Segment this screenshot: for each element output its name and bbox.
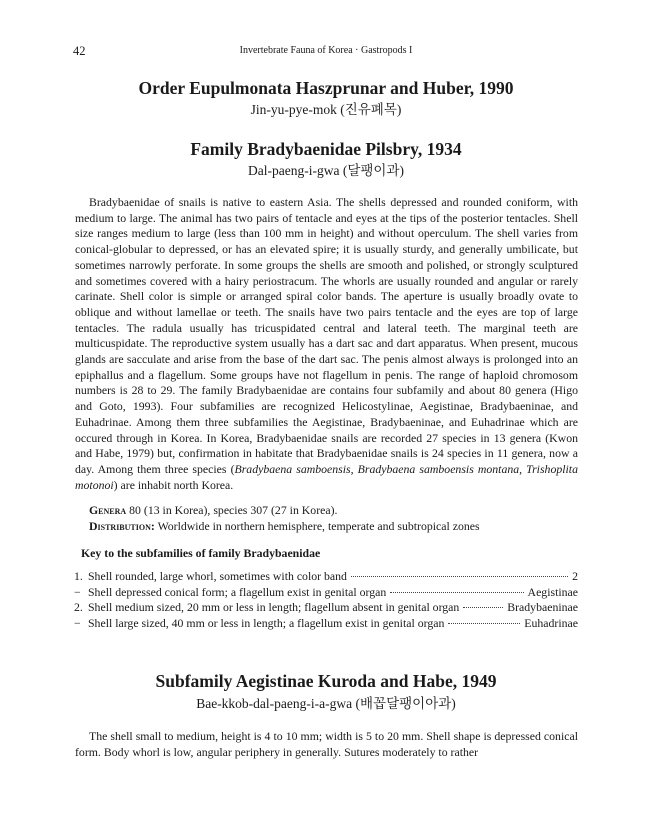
key-row-result: Aegistinae [527, 584, 578, 599]
family-description-end: ) are inhabit north Korea. [113, 477, 234, 492]
key-title: Key to the subfamilies of family Bradybaenidae [81, 546, 321, 560]
order-korean-name: Jin-yu-pye-mok (진유폐목) [250, 102, 402, 117]
dot-leader [390, 592, 523, 593]
genera-line [75, 503, 578, 519]
key-row: 1. Shell rounded, large whorl, sometimes with color band 2 [74, 569, 578, 583]
dot-leader [448, 623, 520, 624]
key-table [74, 569, 578, 632]
family-description [75, 195, 578, 493]
distribution-line [75, 519, 578, 535]
distribution-value: Worldwide in northern hemisphere, temperate and subtropical zones [157, 519, 480, 533]
subfamily-description: The shell small to medium, height is 4 to 10 mm; width is 5 to 20 mm. Shell shape is depressed conical form. Body whorl is low, angular periphery in generally. Sutures moderately to rather [75, 729, 578, 759]
dot-leader [351, 576, 568, 577]
key-row-text: Shell depressed conical form; a flagellum exist in genital organ [88, 584, 387, 599]
distribution-label: Distribution: [89, 519, 155, 533]
subfamily-korean-name: Bae-kkob-dal-paeng-i-a-gwa (배꼽달팽이아과) [196, 696, 456, 711]
key-row-text: Shell rounded, large whorl, sometimes with color band [88, 569, 347, 583]
order-title: Order Eupulmonata Haszprunar and Huber, 1990 [138, 78, 514, 98]
genera-label: Genera [89, 503, 127, 517]
family-title: Family Bradybaenidae Pilsbry, 1934 [190, 139, 462, 159]
page-number: 42 [73, 44, 86, 58]
north-korea-species: Bradybaena samboensis, Bradybaena samboensis montana, Trishoplita motonoi [75, 461, 578, 492]
key-row: − Shell depressed conical form; a flagellum exist in genital organ Aegistinae [74, 584, 578, 599]
subfamily-title: Subfamily Aegistinae Kuroda and Habe, 1949 [155, 671, 497, 691]
key-row-text: Shell large sized, 40 mm or less in length; a flagellum exist in genital organ [88, 616, 445, 631]
key-row: 2. Shell medium sized, 20 mm or less in length; flagellum absent in genital organ Bradybaeninae [74, 600, 578, 615]
key-row: − Shell large sized, 40 mm or less in length; a flagellum exist in genital organ Euhadrinae [74, 616, 578, 631]
key-row-result: Bradybaeninae [507, 600, 578, 615]
key-row-result: Euhadrinae [524, 616, 578, 631]
family-description-text: Bradybaenidae of snails is native to eastern Asia. The shells depressed and rounded coniform, with medium to large. The animal has two pairs of tentacle and eyes at the tips of the posterior tentacles. Shell size ranges medium to large (less than 100 mm in height) and without operculum. The shell varies from conical-globular to depressed, or has an elevated spire; it is usually sturdy, and generally umbilicate, but sometimes narrowly perforate. In some groups the shells are smooth and polished, or strongly sculptured and sometimes covered with a hairy periostracum. The whorls are usually rounded and angular or rarely carinate. Shell color is simple or arranged spiral color bands. The aperture is usually broadly ovate to oblique and without lamellae or teeth. The snails have two pairs tentacle and the eyes are top of large tentacles. The radula usually has tricuspidated central and lateral teeth. The marginal teeth are multicuspidate. The reproductive system usually has a dart sac and dart apparatus. When present, mucous glands are sacculate and arise from the base of the dart sac. The penis almost always is prolonged into an epiphallus and a flagellum. Some groups have not flagellum in penis. The range of haploid chromosom numbers is 28 to 29. The family Bradybaenidae are contains four subfamily and about 80 genera (Higo and Goto, 1993). Four subfamilies are recognized Helicostylinae, Aegistinae, Bradybaeninae, and Euhadrinae. Among them three subfamilies the Aegistinae, Bradybaeninae, and Euhadrinae which are occured through in Korea. In Korea, Bradybaenidae snails are recorded 27 species in 13 genera (Kwon and Habe, 1979) but, confirmation in habitate that Bradybaenidae snails is 24 species in 11 genera, now a day. Among them three species ( [75, 195, 578, 476]
running-title: Invertebrate Fauna of Korea · Gastropods I [239, 45, 413, 56]
key-row-text: Shell medium sized, 20 mm or less in length; flagellum absent in genital organ [88, 600, 460, 615]
genera-value: 80 (13 in Korea), species 307 (27 in Korea). [129, 503, 338, 517]
family-korean-name: Dal-paeng-i-gwa (달팽이과) [248, 163, 404, 178]
dot-leader [463, 607, 503, 608]
key-row-result: 2 [572, 569, 578, 583]
